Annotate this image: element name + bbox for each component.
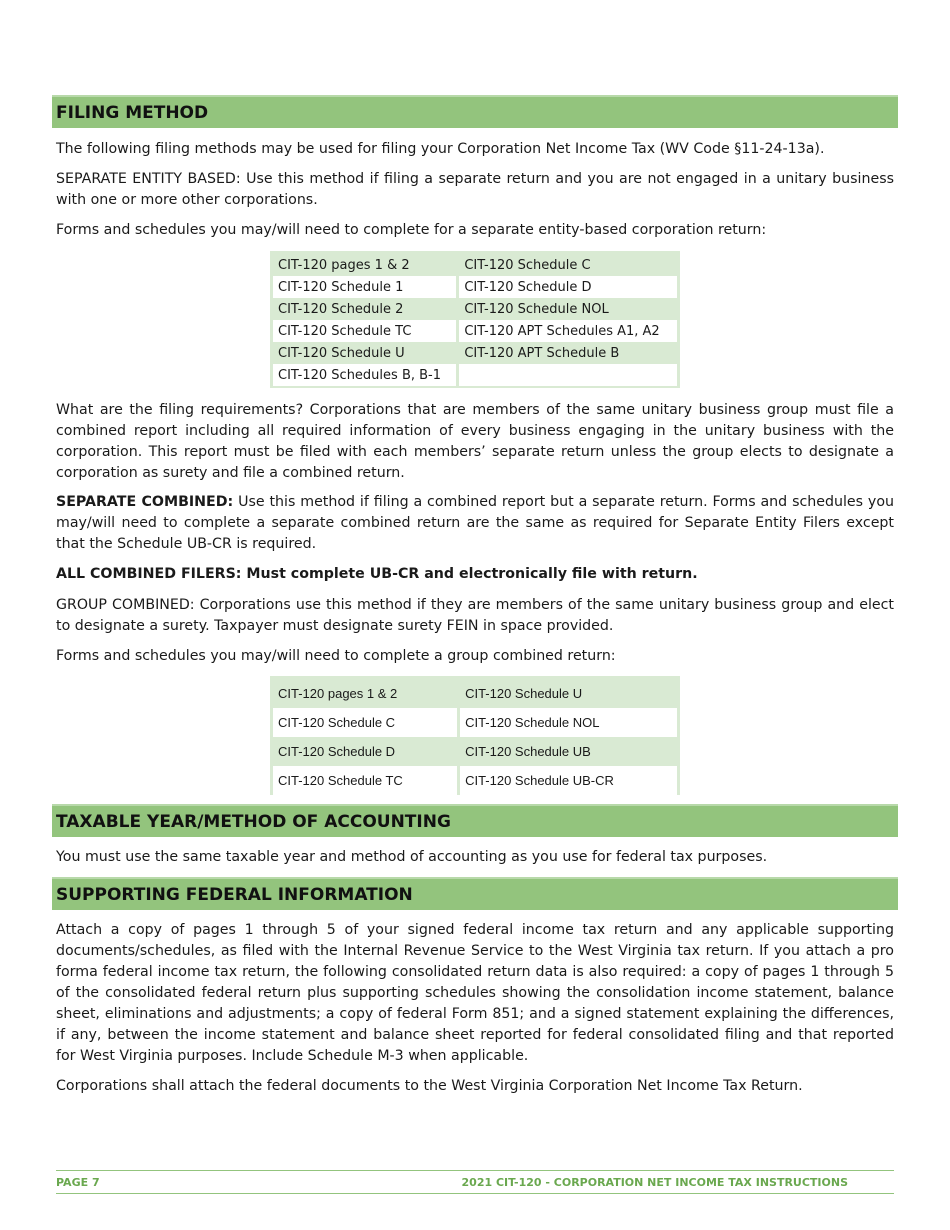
all-combined-filers-note: ALL COMBINED FILERS: Must complete UB-CR and electronically file with return. [56, 566, 698, 582]
footer-top-rule [56, 1170, 894, 1171]
footer-bottom-rule [56, 1193, 894, 1194]
table-cell: CIT-120 Schedule 1 [273, 276, 456, 298]
group-forms-intro-paragraph: Forms and schedules you may/will need to complete a group combined return: [56, 648, 616, 664]
supporting-federal-paragraph: Attach a copy of pages 1 through 5 of your signed federal income tax return and any applicable supporting documents/schedules, as filed with the Internal Revenue Service to the West Virginia tax return. If you attach a pro forma federal income tax return, the following consolidated return data is also required: a copy of pages 1 through 5 of the consolidated federal return plus supporting schedules showing the consolidation income statement, balance sheet, eliminations and adjustments; a copy of federal Form 851; and a signed statement explaining the differences, if any, between the income statement and balance sheet reported for federal consolidated filing and that reported for West Virginia purposes. Include Schedule M-3 when applicable. [56, 922, 894, 1064]
table-cell: CIT-120 Schedule TC [273, 320, 456, 342]
group-combined-forms-table [270, 676, 680, 795]
table-cell: CIT-120 Schedule C [459, 254, 677, 276]
intro-paragraph: The following filing methods may be used for filing your Corporation Net Income Tax (WV Code §11-24-13a). [56, 141, 825, 157]
table-cell: CIT-120 Schedule U [460, 679, 677, 708]
section-header-taxable-year: TAXABLE YEAR/METHOD OF ACCOUNTING [52, 804, 898, 837]
forms-intro-paragraph: Forms and schedules you may/will need to complete for a separate entity-based corporation return: [56, 222, 767, 238]
separate-entity-paragraph: SEPARATE ENTITY BASED: Use this method if filing a separate return and you are not engaged in a unitary business with one or more other corporations. [56, 171, 894, 208]
taxable-year-paragraph: You must use the same taxable year and method of accounting as you use for federal tax purposes. [56, 849, 768, 865]
table-cell: CIT-120 Schedule NOL [460, 708, 677, 737]
separate-combined-paragraph [52, 492, 898, 555]
table-cell: CIT-120 Schedule D [459, 276, 677, 298]
table-cell: CIT-120 APT Schedules A1, A2 [459, 320, 677, 342]
separate-combined-text: Use this method if filing a combined report but a separate return. Forms and schedules you may/will need to complete a separate combined return are the same as required for Separate Entity Filers except that the Schedule UB-CR is required. [56, 494, 894, 552]
attach-documents-paragraph: Corporations shall attach the federal documents to the West Virginia Corporation Net Income Tax Return. [56, 1078, 803, 1094]
table-cell: CIT-120 Schedules B, B-1 [273, 364, 456, 386]
table-cell: CIT-120 pages 1 & 2 [273, 254, 456, 276]
separate-combined-label: SEPARATE COMBINED: [56, 494, 234, 510]
table-cell: CIT-120 Schedule C [273, 708, 457, 737]
table-cell: CIT-120 Schedule D [273, 737, 457, 766]
table-cell [459, 364, 677, 386]
table-cell: CIT-120 Schedule UB-CR [460, 766, 677, 795]
separate-entity-forms-table [270, 251, 680, 388]
table-cell: CIT-120 Schedule TC [273, 766, 457, 795]
group-combined-paragraph: GROUP COMBINED: Corporations use this method if they are members of the same unitary business group and elect to designate a surety. Taxpayer must designate surety FEIN in space provided. [56, 597, 894, 634]
section-header-filing-method: FILING METHOD [52, 95, 898, 128]
table-cell: CIT-120 Schedule UB [460, 737, 677, 766]
footer-page-number: PAGE 7 [56, 1176, 100, 1189]
table-cell: CIT-120 Schedule 2 [273, 298, 456, 320]
table-cell: CIT-120 Schedule U [273, 342, 456, 364]
section-header-supporting-federal: SUPPORTING FEDERAL INFORMATION [52, 877, 898, 910]
footer-document-title: 2021 CIT-120 - CORPORATION NET INCOME TAX INSTRUCTIONS [461, 1176, 848, 1189]
filing-requirements-paragraph: What are the filing requirements? Corporations that are members of the same unitary business group must file a combined report including all required information of every business engaging in the unitary business with the corporation. This report must be filed with each members’ separate return unless the group elects to designate a corporation as surety and file a combined return. [56, 402, 894, 481]
table-cell: CIT-120 Schedule NOL [459, 298, 677, 320]
table-cell: CIT-120 APT Schedule B [459, 342, 677, 364]
table-cell: CIT-120 pages 1 & 2 [273, 679, 457, 708]
